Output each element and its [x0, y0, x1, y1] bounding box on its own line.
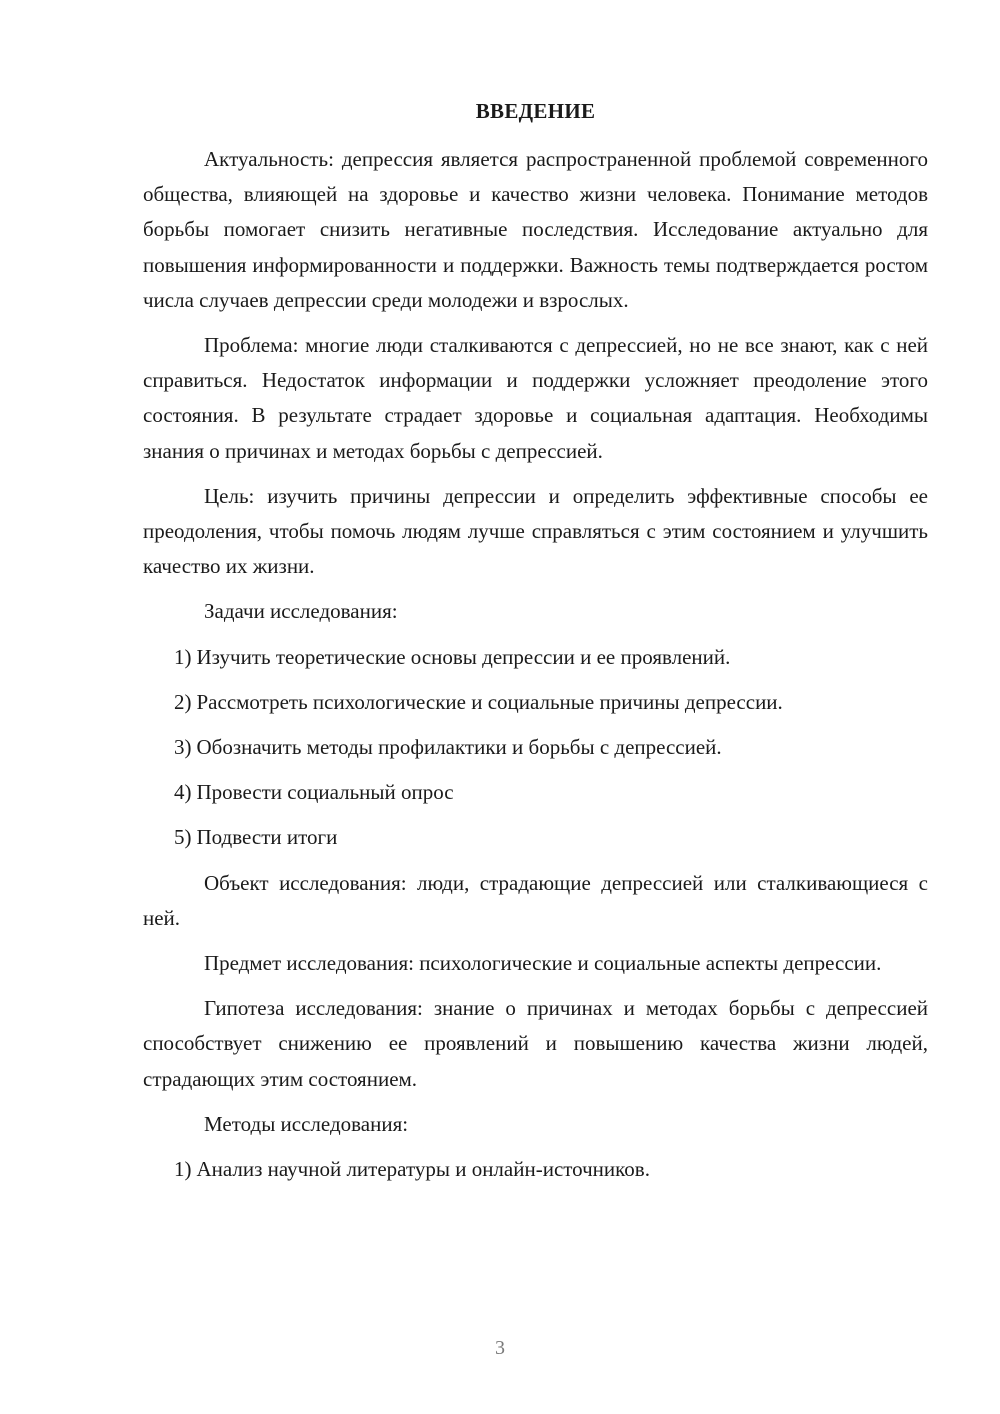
task-item [143, 775, 928, 810]
method-text: Анализ научной литературы и онлайн-источников. [196, 1157, 650, 1182]
task-item [143, 820, 928, 855]
task-item [143, 730, 928, 765]
method-item [143, 1152, 928, 1187]
task-text: Обозначить методы профилактики и борьбы с депрессией. [196, 735, 722, 760]
methods-heading: Методы исследования: [204, 1111, 409, 1136]
subject-paragraph: Предмет исследования: психологические и социальные аспекты депрессии. [204, 951, 882, 976]
relevance-paragraph: Актуальность: депрессия является распространенной проблемой современного общества, влияющей на здоровье и качество жизни человека. Понимание методов борьбы помогает снизить негативные последствия. Исследование актуально для повышения информированности и поддержки. Важность темы подтверждается ростом числа случаев депрессии среди молодежи и взрослых. [143, 147, 928, 312]
task-item [143, 685, 928, 720]
goal-paragraph: Цель: изучить причины депрессии и определить эффективные способы ее преодоления, чтобы помочь людям лучше справляться с этим состоянием и улучшить качество их жизни. [143, 483, 928, 579]
task-text: Провести социальный опрос [196, 780, 454, 805]
document-page [143, 96, 928, 1197]
task-number: 1) [174, 644, 192, 669]
task-number: 5) [174, 825, 192, 850]
page-title: ВВЕДЕНИЕ [475, 99, 596, 123]
problem-paragraph: Проблема: многие люди сталкиваются с депрессией, но не все знают, как с ней справиться. Недостаток информации и поддержки усложняет преодоление этого состояния. В результате страдает здоровье и социальная адаптация. Необходимы знания о причинах и методах борьбы с депрессией. [143, 333, 928, 463]
tasks-heading: Задачи исследования: [204, 599, 398, 624]
object-paragraph: Объект исследования: люди, страдающие депрессией или сталкивающиеся с ней. [143, 870, 928, 930]
method-number: 1) [174, 1157, 192, 1182]
page-number: 3 [495, 1337, 505, 1359]
task-text: Рассмотреть психологические и социальные причины депрессии. [196, 689, 783, 714]
task-text: Подвести итоги [196, 825, 338, 850]
task-number: 3) [174, 735, 192, 760]
task-text: Изучить теоретические основы депрессии и ее проявлений. [196, 644, 731, 669]
task-item [143, 640, 928, 675]
task-number: 4) [174, 780, 192, 805]
hypothesis-paragraph: Гипотеза исследования: знание о причинах и методах борьбы с депрессией способствует снижению ее проявлений и повышению качества жизни людей, страдающих этим состоянием. [143, 996, 928, 1091]
task-number: 2) [174, 689, 192, 714]
